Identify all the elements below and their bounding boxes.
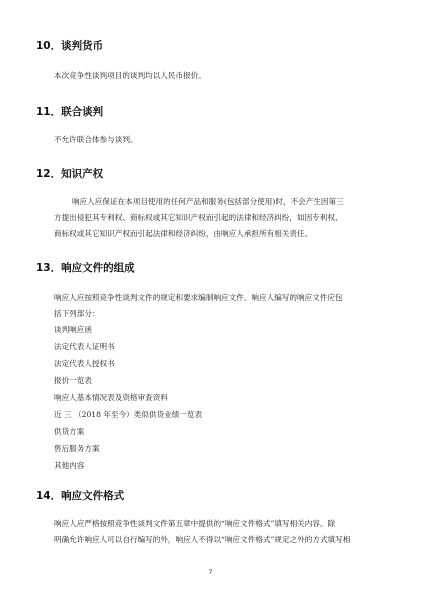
list-item: 法定代表人证明书 (54, 342, 115, 351)
list-item: 法定代表人授权书 (54, 359, 115, 368)
list-item: 报价一览表 (54, 376, 92, 385)
section-10-paragraph: 本次竞争性谈判项目的谈判均以人民币报价。 (54, 71, 206, 80)
list-item: 近 三 （2018 年至今）类似供货业绩一览表 (54, 410, 203, 419)
list-item: 售后服务方案 (54, 444, 100, 453)
list-item: 其他内容 (54, 461, 85, 470)
section-13-line-1: 响应人应按照竞争性谈判文件的规定和要求编制响应文件。响应人编写的响应文件应包 (54, 293, 343, 302)
page-number: 7 (208, 568, 213, 576)
section-14-line-2: 明确允许响应人可以自行编写的外，响应人不得以“响应文件格式”规定之外的方式填写相 (54, 535, 351, 544)
section-12-line-1: 响应人应保证在本项目使用的任何产品和服务(包括部分使用)时，不会产生因第三 (72, 197, 344, 206)
section-12-line-3: 商标权或其它知识产权而引起法律和经济纠纷，由响应人承担所有相关责任。 (54, 229, 313, 238)
section-11-title: 11．联合谈判 (36, 106, 104, 118)
list-item: 谈判响应函 (54, 325, 92, 334)
section-11-paragraph: 不允许联合体参与谈判。 (54, 135, 138, 144)
section-14-line-1: 响应人应严格按照竞争性谈判文件第五章中提供的“响应文件格式”填写相关内容。除 (54, 519, 336, 528)
section-14-title: 14．响应文件格式 (36, 490, 125, 502)
section-13-line-2: 括下列部分： (54, 309, 100, 318)
list-item: 响应人基本情况表及资格审查资料 (54, 393, 168, 402)
section-12-title: 12．知识产权 (36, 168, 104, 180)
section-13-title: 13．响应文件的组成 (36, 262, 135, 274)
section-10-title: 10．谈判货币 (36, 40, 104, 52)
section-12-line-2: 方提出侵犯其专利权、商标权或其它知识产权而引起的法律和经济纠纷，如因专利权、 (54, 213, 343, 222)
list-item: 供货方案 (54, 427, 85, 436)
